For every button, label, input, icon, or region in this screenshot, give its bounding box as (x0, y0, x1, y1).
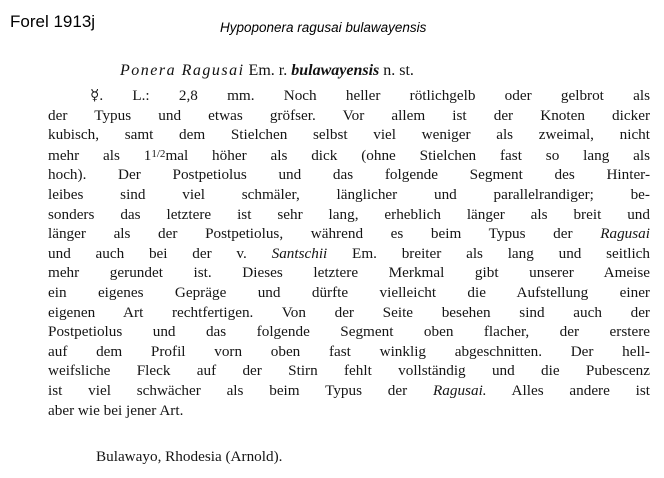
text-line: aber wie bei jener Art. (48, 401, 184, 419)
text-line (48, 244, 650, 264)
taxon-heading: Hypoponera ragusai bulawayensis (220, 20, 427, 35)
text-line: der Typus und etwas gröfser. Vor allem ist der Knoten dicker (48, 106, 650, 124)
text-line (48, 224, 650, 244)
text-segment: Alles andere ist (511, 381, 650, 399)
author-rank: Em. r. (248, 62, 288, 79)
italic-name: Ragusai (600, 225, 650, 243)
description-heading (120, 62, 414, 80)
reference-label: Forel 1913j (10, 12, 96, 31)
text-segment: 2,8 mm. Noch heller rötlichgelb oder gelbrot als (178, 87, 650, 104)
species-name: Ponera Ragusai (120, 62, 245, 79)
text-segment: mal höher als dick (ohne Stielchen fast so lang als (165, 146, 651, 164)
text-line (48, 86, 650, 106)
text-line: weifsliche Fleck auf der Stirn fehlt vollständig und die Pubescenz (48, 362, 650, 380)
text-line: eigenen Art rechtfertigen. Von der Seite besehen sind auch der (48, 303, 650, 321)
text-segment: ist viel schwächer als beim Typus der (48, 381, 408, 399)
status-label: n. st. (383, 62, 414, 79)
text-segment: länger als der Postpetiolus, während es beim Typus der (48, 225, 573, 243)
locality-line: Bulawayo, Rhodesia (Arnold). (96, 448, 283, 465)
text-line: leibes sind viel schmäler, länglicher und parallelrandiger; be- (48, 185, 650, 203)
italic-name: Ragusai. (433, 381, 487, 399)
text-segment: Em. breiter als lang und seitlich (352, 244, 651, 262)
description-body (48, 86, 650, 420)
text-line: auf dem Profil vorn oben fast winklig abgeschnitten. Der hell- (48, 342, 650, 360)
text-segment: mehr als 1 (48, 146, 152, 164)
text-line (48, 381, 650, 401)
subspecies-name: bulawayensis (291, 62, 380, 79)
text-segment: und auch bei der v. (48, 244, 247, 262)
fraction: 1/2 (151, 147, 166, 160)
text-line: mehr gerundet ist. Dieses letztere Merkmal gibt unserer Ameise (48, 264, 650, 282)
text-line: kubisch, samt dem Stielchen selbst viel weniger als zweimal, nicht (48, 126, 650, 144)
worker-symbol: ☿. L.: (90, 87, 150, 104)
text-line: sonders das letztere ist sehr lang, erheblich länger als breit und (48, 205, 650, 223)
italic-name: Santschii (271, 244, 328, 262)
text-line (48, 145, 650, 166)
text-line: ein eigenes Gepräge und dürfte vielleicht die Aufstellung einer (48, 283, 650, 301)
text-line: Postpetiolus und das folgende Segment oben flacher, der erstere (48, 323, 650, 341)
text-line: hoch). Der Postpetiolus und das folgende Segment des Hinter- (48, 166, 650, 184)
